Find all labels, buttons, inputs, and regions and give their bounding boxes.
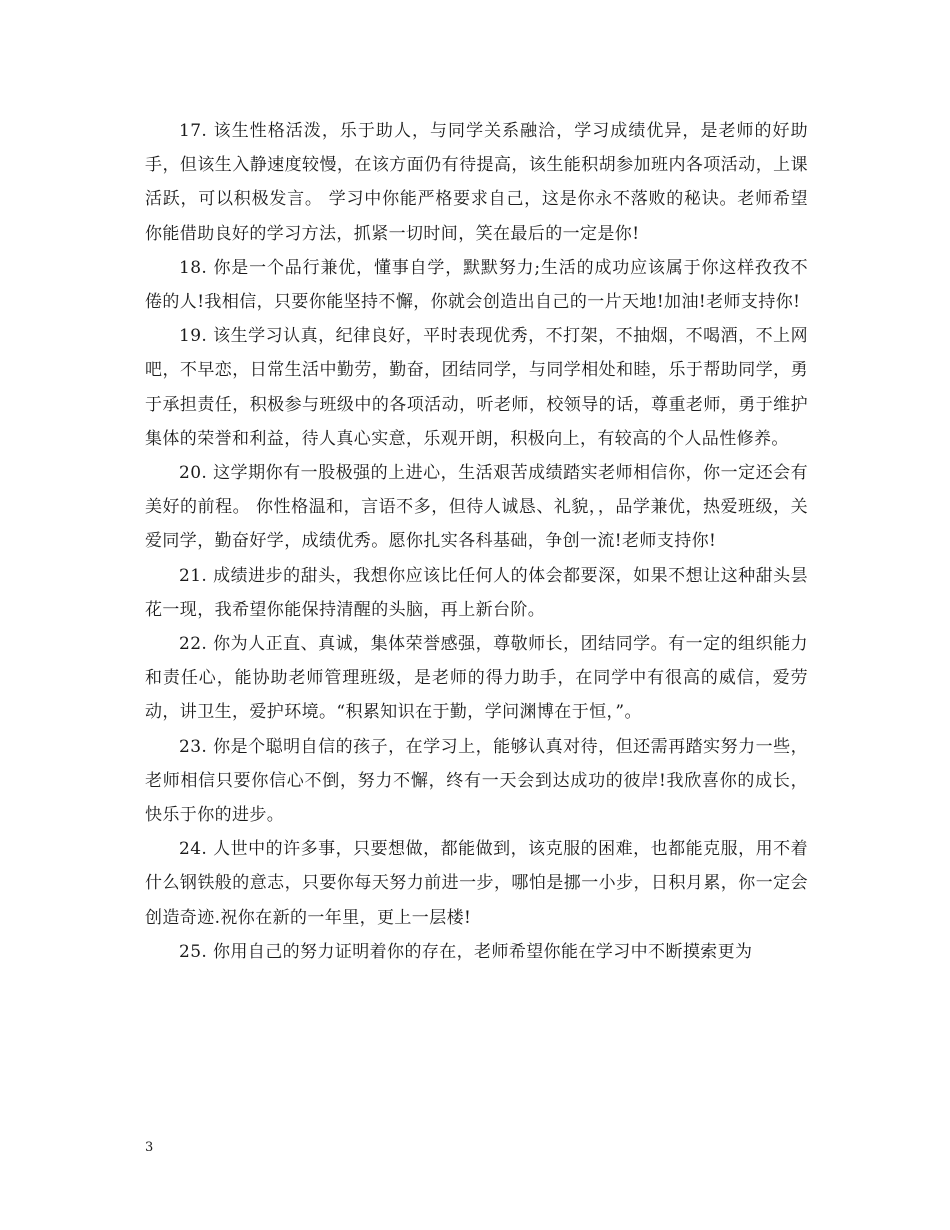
comment-paragraph-25: 25. 你用自己的努力证明着你的存在，老师希望你能在学习中不断摸索更为 [179,941,753,962]
comment-paragraph-24: 24. 人世中的许多事，只要想做，都能做到，该克服的困难，也都能克服，用不着什么钢铁般的意志，只要你每天努力前进一步，哪怕是挪一小步，日积月累，你一定会创造奇迹.祝你在新的一年里，更上一层楼! [145,839,808,928]
comment-paragraph-19: 19. 该生学习认真，纪律良好，平时表现优秀，不打架，不抽烟，不喝酒，不上网吧，不早恋，日常生活中勤劳，勤奋，团结同学，与同学相处和睦，乐于帮助同学，勇于承担责任，积极参与班级中的各项活动，听老师，校领导的话，尊重老师，勇于维护集体的荣誉和利益，待人真心实意，乐观开朗，积极向上，有较高的个人品性修养。 [145,326,808,449]
comment-paragraph-23: 23. 你是个聪明自信的孩子，在学习上，能够认真对待，但还需再踏实努力一些，老师相信只要你信心不倒，努力不懈，终有一天会到达成功的彼岸!我欣喜你的成长，快乐于你的进步。 [145,736,808,826]
comment-paragraph-18: 18. 你是一个品行兼优，懂事自学，默默努力;生活的成功应该属于你这样孜孜不倦的人!我相信，只要你能坚持不懈，你就会创造出自己的一片天地!加油!老师支持你! [145,257,808,313]
comment-paragraph-17: 17. 该生性格活泼，乐于助人，与同学关系融洽，学习成绩优异，是老师的好助手，但该生入静速度较慢，在该方面仍有待提高，该生能积胡参加班内各项活动，上课活跃，可以积极发言。 学习中你能严格要求自己，这是你永不落败的秘诀。老师希望你能借助良好的学习方法，抓紧一切时间，笑在最后的一定是你! [145,121,808,244]
comment-paragraph-20: 20. 这学期你有一股极强的上进心，生活艰苦成绩踏实老师相信你，你一定还会有美好的前程。 你性格温和，言语不多，但待人诚恳、礼貌，，品学兼优，热爱班级，关爱同学，勤奋好学，成绩优秀。愿你扎实各科基础，争创一流!老师支持你! [145,463,808,552]
comment-paragraph-21: 21. 成绩进步的甜头，我想你应该比任何人的体会都要深，如果不想让这种甜头昙花一现，我希望你能保持清醒的头脑，再上新台阶。 [145,565,808,620]
document-body [145,114,808,969]
comment-paragraph-22: 22. 你为人正直、真诚，集体荣誉感强，尊敬师长，团结同学。有一定的组织能力和责任心，能协助老师管理班级，是老师的得力助手，在同学中有很高的威信，爱劳动，讲卫生，爱护环境。“积累知识在于勤，学问渊博在于恒，”。 [145,634,808,723]
page-number: 3 [145,1140,154,1155]
